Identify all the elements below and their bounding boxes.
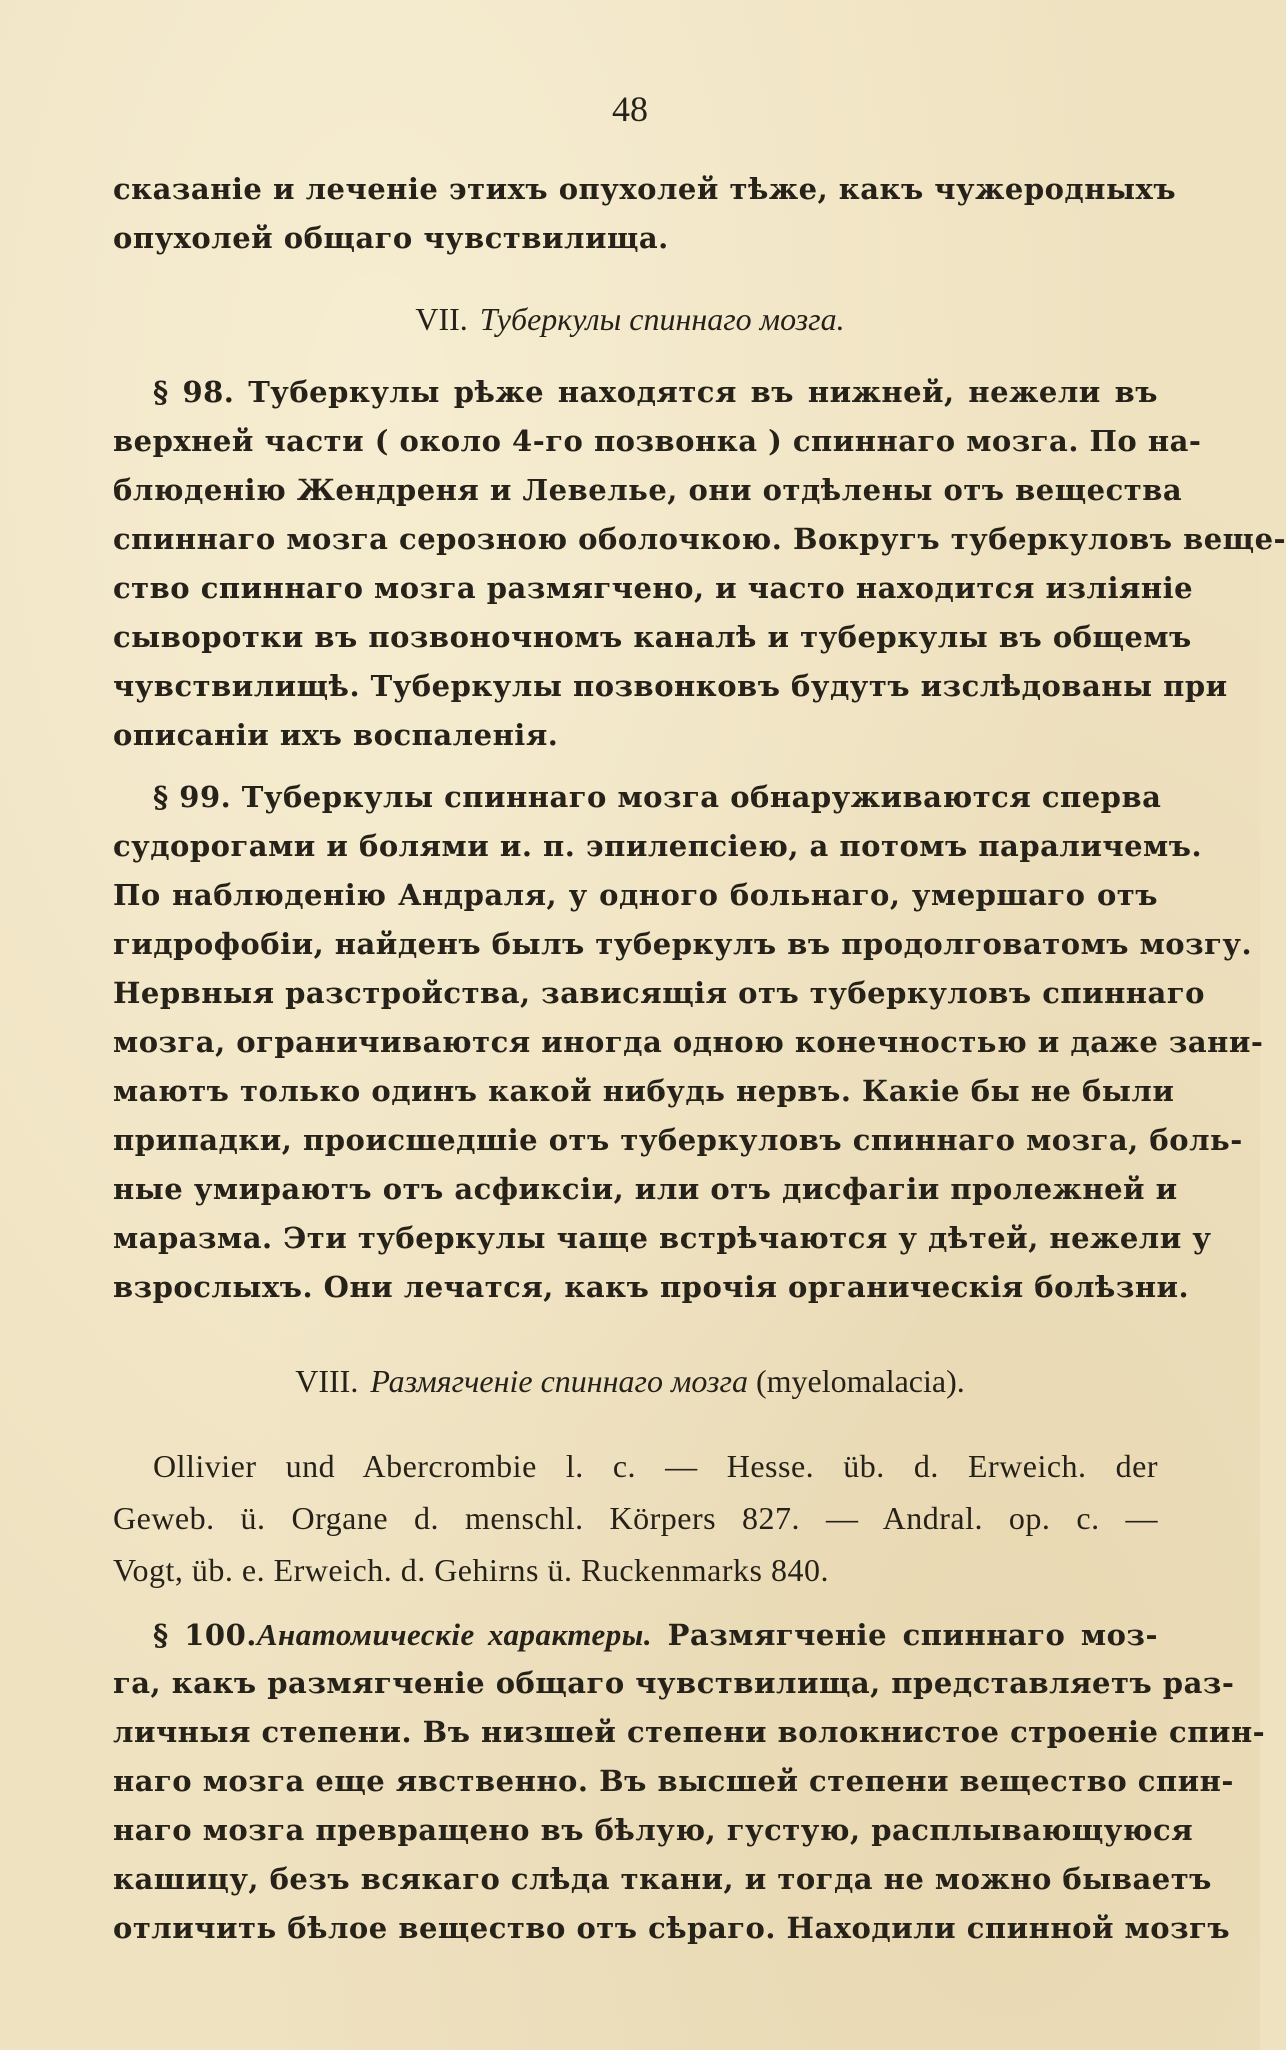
paragraph-lead: § 100. — [153, 1618, 257, 1652]
text-line: наго мозга превращено въ бѣлую, густую, расплывающуюся — [113, 1813, 1194, 1847]
text-line: гидрофобіи, найденъ былъ туберкулъ въ продолговатомъ мозгу. — [113, 927, 1253, 961]
text-line: маютъ только одинъ какой нибудь нервъ. Какіе бы не были — [113, 1074, 1175, 1108]
text-line: мозга, ограничиваются иногда одною конечностью и даже зани- — [113, 1025, 1264, 1059]
section-number: VII. — [415, 301, 468, 337]
text-line: Нервныя разстройства, зависящія отъ туберкуловъ спиннаго — [113, 976, 1205, 1010]
text-line: сказаніе и леченіе этихъ опухолей тѣже, какъ чужеродныхъ — [113, 172, 1177, 206]
text-line: наго мозга еще явственно. Въ высшей степени вещество спин- — [113, 1764, 1234, 1798]
section-latin-term: (myelomalacia). — [755, 1363, 965, 1399]
paragraph-99 — [113, 773, 1264, 1312]
text-line: ные умираютъ отъ асфиксіи, или отъ дисфагіи пролежней и — [113, 1172, 1178, 1206]
reference-line: Vogt, üb. e. Erweich. d. Gehirns ü. Ruckenmarks 840. — [113, 1552, 829, 1588]
text-line: По наблюденію Андраля, у одного больнаго, умершаго отъ — [113, 878, 1158, 912]
intro-paragraph — [113, 165, 1177, 263]
paragraph-98 — [113, 368, 1286, 760]
reference-line: Ollivier und Abercrombie l. c. — Hesse. üb. d. Erweich. der — [153, 1448, 1158, 1484]
references — [113, 1440, 1158, 1596]
text-line: кашицу, безъ всякаго слѣда ткани, и тогда не можно бываетъ — [113, 1862, 1212, 1896]
paragraph-first-line-rest: Размягченіе спиннаго моз- — [667, 1618, 1158, 1652]
text-line: чувствилищѣ. Туберкулы позвонковъ будутъ изслѣдованы при — [113, 669, 1228, 703]
reference-line: Geweb. ü. Organe d. menschl. Körpers 827. — Andral. op. c. — — [113, 1500, 1158, 1536]
text-line: § 98. Туберкулы рѣже находятся въ нижней, нежели въ — [153, 375, 1158, 409]
section-heading-7 — [0, 300, 1260, 338]
section-title: Размягченіе спиннаго мозга — [370, 1363, 748, 1399]
text-line: сыворотки въ позвоночномъ каналѣ и туберкулы въ общемъ — [113, 620, 1192, 654]
text-line: блюденію Жендреня и Левелье, они отдѣлены отъ вещества — [113, 473, 1183, 507]
text-line: личныя степени. Въ низшей степени волокнистое строеніе спин- — [113, 1715, 1266, 1749]
text-line: припадки, происшедшіе отъ туберкуловъ спиннаго мозга, боль- — [113, 1123, 1243, 1157]
text-line: верхней части ( около 4-го позвонка ) спиннаго мозга. По на- — [113, 424, 1202, 458]
section-number: VIII. — [295, 1363, 359, 1399]
section-heading-8 — [0, 1362, 1260, 1400]
text-line: маразма. Эти туберкулы чаще встрѣчаются у дѣтей, нежели у — [113, 1221, 1212, 1255]
text-line: опухолей общаго чувствилища. — [113, 221, 669, 255]
text-line: спиннаго мозга серозною оболочкою. Вокругъ туберкуловъ веще- — [113, 522, 1286, 556]
text-line — [113, 1610, 1158, 1659]
paragraph-lead-italic: Анатомическіе характеры. — [256, 1617, 653, 1652]
text-line: ство спиннаго мозга размягчено, и часто находится изліяніе — [113, 571, 1194, 605]
text-line: § 99. Туберкулы спиннаго мозга обнаруживаются сперва — [153, 780, 1162, 814]
text-line: судорогами и болями и. п. эпилепсіею, а потомъ параличемъ. — [113, 829, 1203, 863]
text-line: га, какъ размягченіе общаго чувствилища, представляетъ раз- — [113, 1666, 1235, 1700]
text-line: взрослыхъ. Они лечатся, какъ прочія органическія болѣзни. — [113, 1270, 1190, 1304]
section-title: Туберкулы спиннаго мозга. — [479, 301, 845, 337]
text-line: описаніи ихъ воспаленія. — [113, 718, 559, 752]
text-line: отличить бѣлое вещество отъ сѣраго. Находили спинной мозгъ — [113, 1911, 1231, 1945]
paragraph-100 — [113, 1610, 1266, 1953]
page-number: 48 — [612, 89, 648, 129]
